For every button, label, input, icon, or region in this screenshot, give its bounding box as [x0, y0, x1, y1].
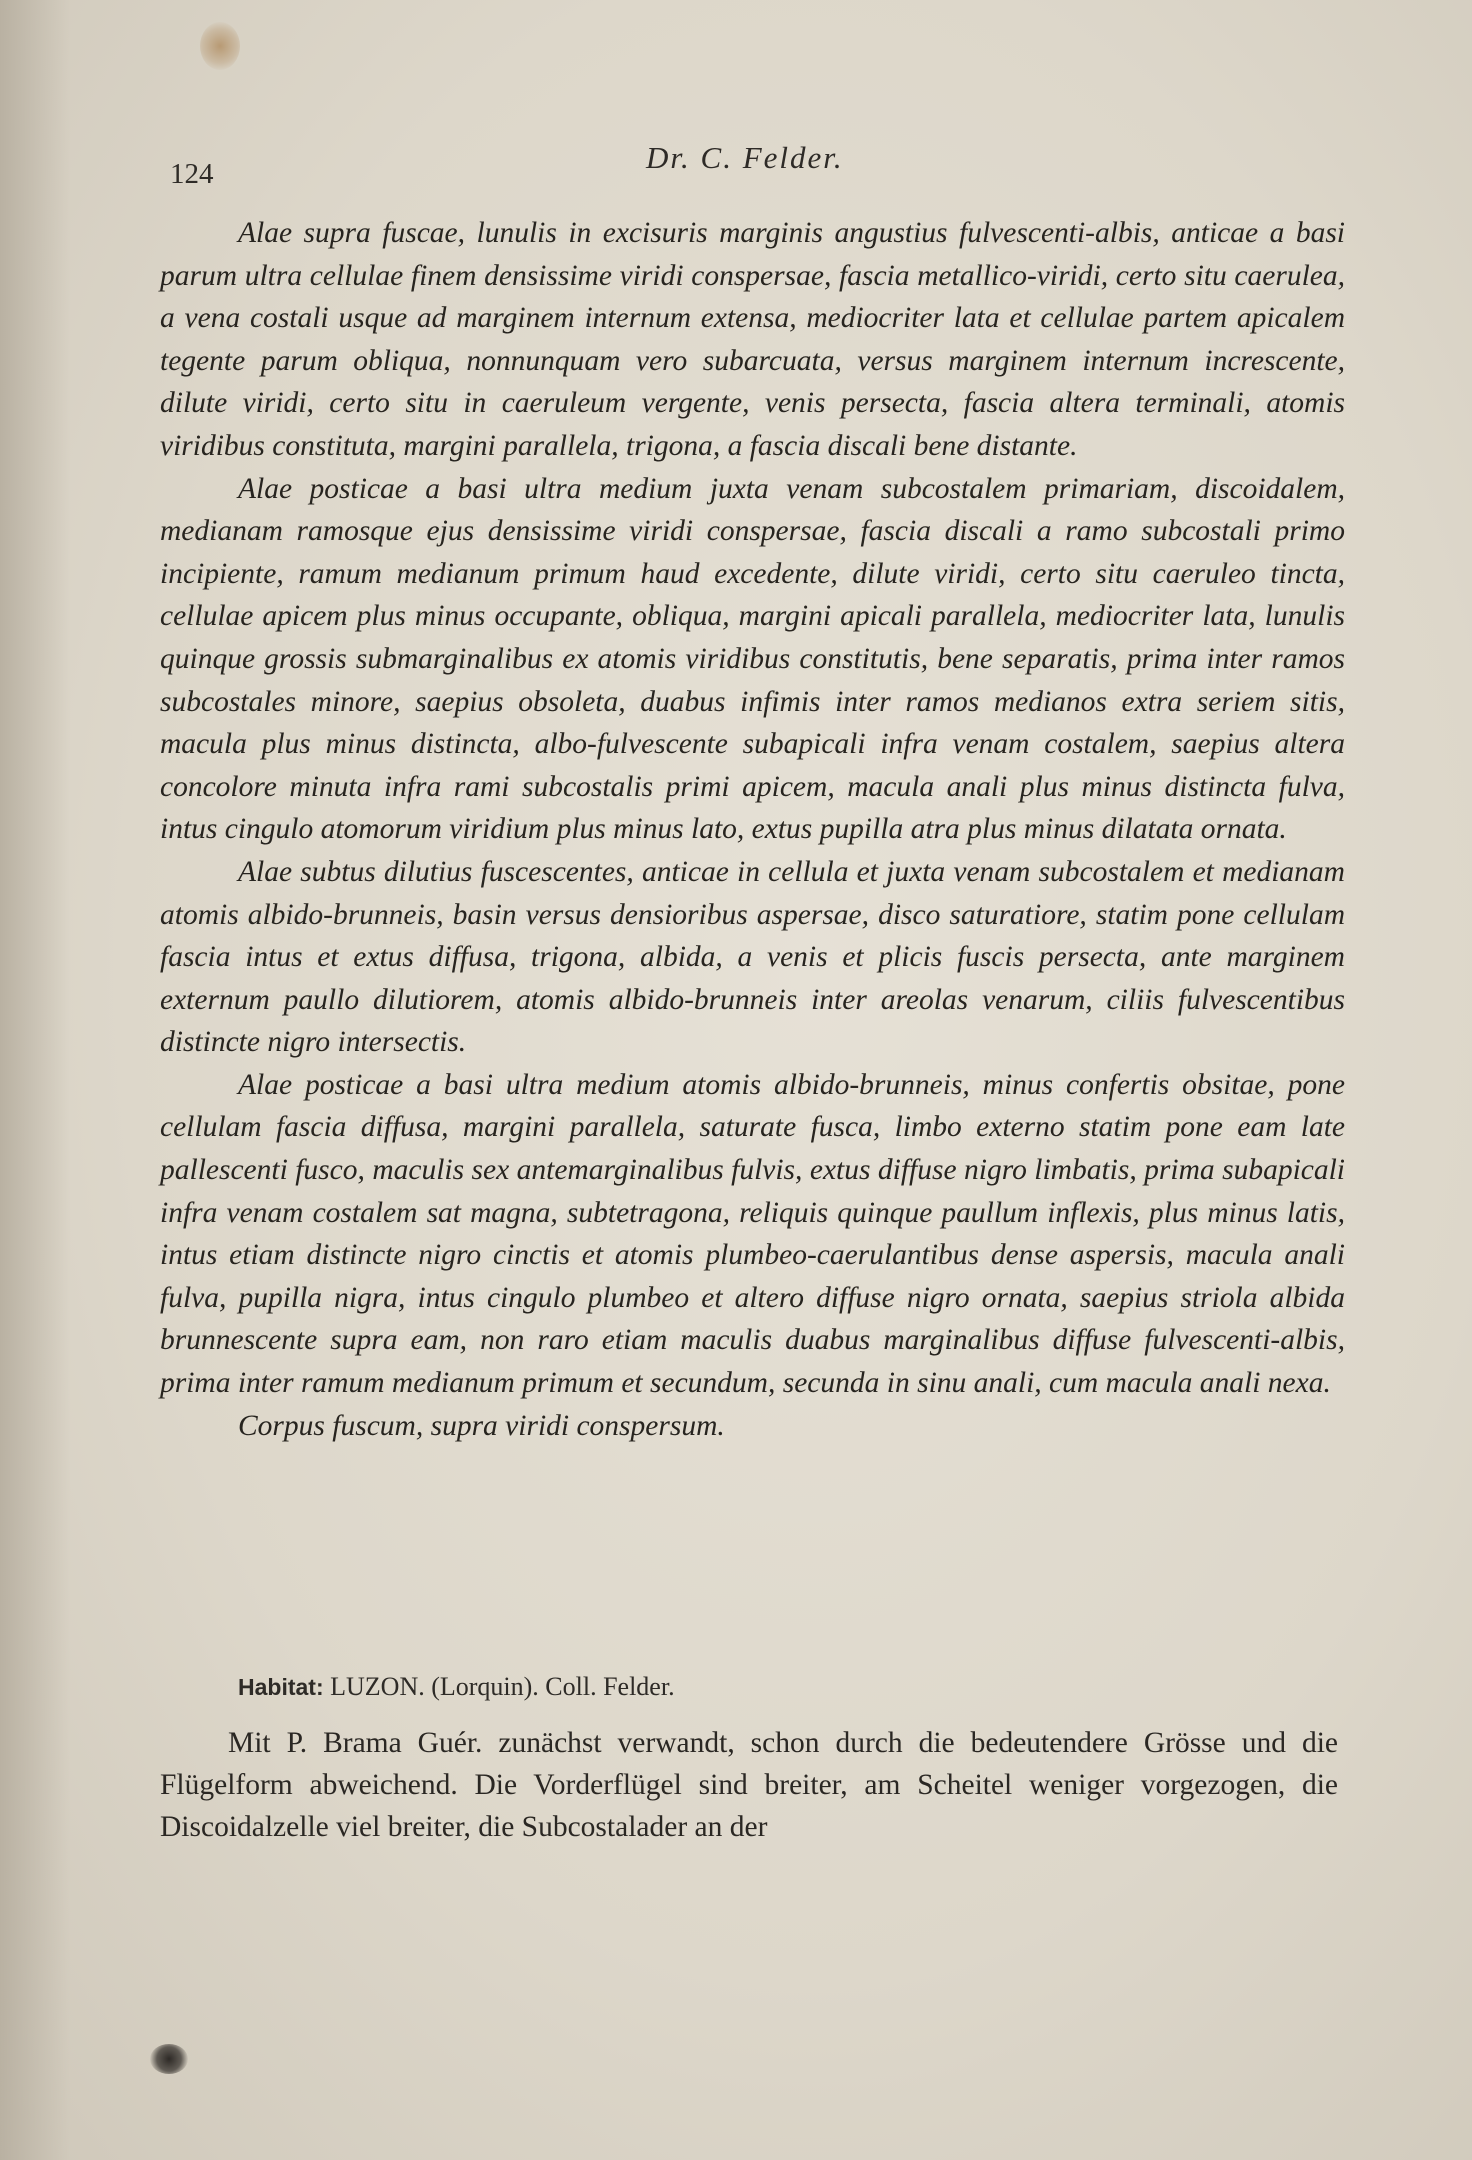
habitat-line [238, 1672, 675, 1702]
ink-spot-bottom [150, 2044, 188, 2074]
paragraph-hindwing-upperside: Alae posticae a basi ultra medium juxta venam subcostalem primariam, discoidalem, medianam ramosque ejus densissime viridi conspersae, fascia discali a ramo subcostali primo incipiente, ramum medianum primum haud excedente, dilute viridi, certo situ caeruleo tincta, cellulae apicem plus minus occupante, obliqua, margini apicali parallela, mediocriter lata, lunulis quinque grossis submarginalibus ex atomis viridibus constitutis, bene separatis, prima inter ramos subcostales minore, saepius obsoleta, duabus infimis inter ramos medianos extra seriem sitis, macula plus minus distincta, albo-fulvescente subapicali infra venam costalem, saepius altera concolore minuta infra rami subcostalis primi apicem, macula anali plus minus distincta fulva, intus cingulo atomorum viridium plus minus lato, extus pupilla atra plus minus dilatata ornata. [160, 472, 1345, 846]
running-title: Dr. C. Felder. [646, 140, 844, 175]
german-paragraph: Mit P. Brama Guér. zunächst verwandt, schon durch die bedeutendere Grösse und die Flügelform abweichend. Die Vorderflügel sind breiter, am Scheitel weniger vorgezogen, die Discoidalzelle viel breiter, die Subcostalader an der [160, 1727, 1338, 1843]
paragraph-forewing-upperside: Alae supra fuscae, lunulis in excisuris marginis angustius fulvescenti-albis, anticae a basi parum ultra cellulae finem densissime viridi conspersae, fascia metallico-viridi, certo situ caerulea, a vena costali usque ad marginem internum extensa, mediocriter lata et cellulae partem apicalem tegente parum obliqua, nonnunquam vero subarcuata, versus marginem internum increscente, dilute viridi, certo situ in caeruleum vergente, venis persecta, fascia altera terminali, atomis viridibus constituta, margini parallela, trigona, a fascia discali bene distante. [160, 217, 1345, 462]
german-remarks [160, 1722, 1338, 1848]
paragraph-hindwing-underside: Alae posticae a basi ultra medium atomis albido-brunneis, minus confertis obsitae, pone cellulam fascia diffusa, margini parallela, saturate fusca, limbo externo statim pone eam late pallescenti fusco, maculis sex antemarginalibus fulvis, extus diffuse nigro limbatis, prima subapicali infra venam costalem sat magna, subtetragona, reliquis quinque paullum inflexis, plus minus latis, intus etiam distincte nigro cinctis et atomis plumbeo-caerulantibus dense aspersis, macula anali fulva, pupilla nigra, intus cingulo plumbeo et altero diffuse nigro ornata, saepius striola albida brunnescente supra eam, non raro etiam maculis duabus marginalibus diffuse fulvescenti-albis, prima inter ramum medianum primum et secundum, secunda in sinu anali, cum macula anali nexa. [160, 1068, 1345, 1400]
habitat-label: Habitat: [238, 1674, 324, 1700]
page-number: 124 [170, 158, 214, 190]
latin-description [160, 212, 1345, 1447]
paragraph-forewing-underside: Alae subtus dilutius fuscescentes, anticae in cellula et juxta venam subcostalem et medianam atomis albido-brunneis, basin versus densioribus aspersae, disco saturatiore, statim pone cellulam fascia intus et extus diffusa, trigona, albida, a venis et plicis fuscis persecta, ante marginem externum paullo dilutiorem, atomis albido-brunneis inter areolas venarum, ciliis fulvescentibus distincte nigro intersectis. [160, 855, 1345, 1059]
running-head [170, 140, 1340, 190]
paragraph-body: Corpus fuscum, supra viridi conspersum. [238, 1409, 725, 1442]
habitat-text: LUZON. (Lorquin). Coll. Felder. [323, 1672, 675, 1701]
paper-stain-top [200, 22, 240, 70]
page-gutter-shadow [0, 0, 70, 2160]
